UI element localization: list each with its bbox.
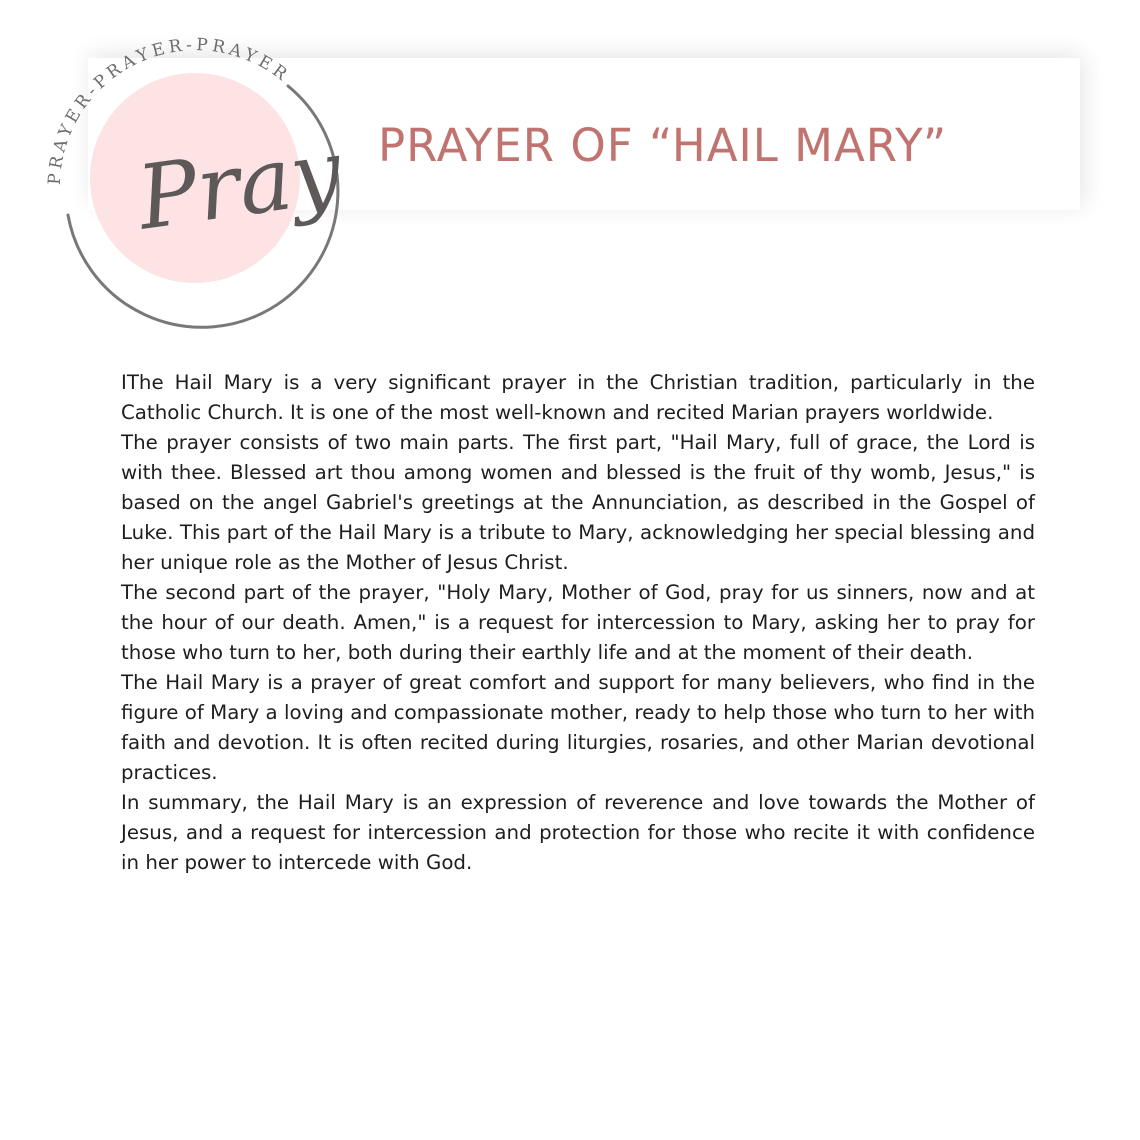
pray-logo bbox=[40, 30, 350, 330]
paragraph-first-part: The prayer consists of two main parts. The first part, "Hail Mary, full of grace, the Lord is with thee. Blessed art thou among women and blessed is the fruit of thy womb, Jesus," is based on the angel Gabriel's greetings at the Annunciation, as described in the Gospel of Luke. This part of the Hail Mary is a tribute to Mary, acknowledging her special blessing and her unique role as the Mother of Jesus Christ. bbox=[121, 431, 1035, 574]
logo-ring-text: PRAYER-PRAYER-PRAYER bbox=[44, 35, 294, 186]
paragraph-intro: IThe Hail Mary is a very significant prayer in the Christian tradition, particularly in the Catholic Church. It is one of the most well-known and recited Marian prayers worldwide. bbox=[121, 371, 1035, 424]
paragraph-summary: In summary, the Hail Mary is an expression of reverence and love towards the Mother of Jesus, and a request for intercession and protection for those who recite it with confidence in her power to intercede with God. bbox=[121, 791, 1035, 874]
page-title: PRAYER OF “HAIL MARY” bbox=[378, 119, 948, 172]
paragraph-second-part: The second part of the prayer, "Holy Mary, Mother of God, pray for us sinners, now and at the hour of our death. Amen," is a request for intercession to Mary, asking her to pray for those who turn to her, both during their earthly life and at the moment of their death. bbox=[121, 581, 1035, 664]
article-body bbox=[121, 368, 1035, 878]
logo-script-word: Pray bbox=[131, 119, 348, 250]
paragraph-comfort: The Hail Mary is a prayer of great comfort and support for many believers, who find in the figure of Mary a loving and compassionate mother, ready to help those who turn to her with faith and devotion. It is often recited during liturgies, rosaries, and other Marian devotional practices. bbox=[121, 671, 1035, 784]
